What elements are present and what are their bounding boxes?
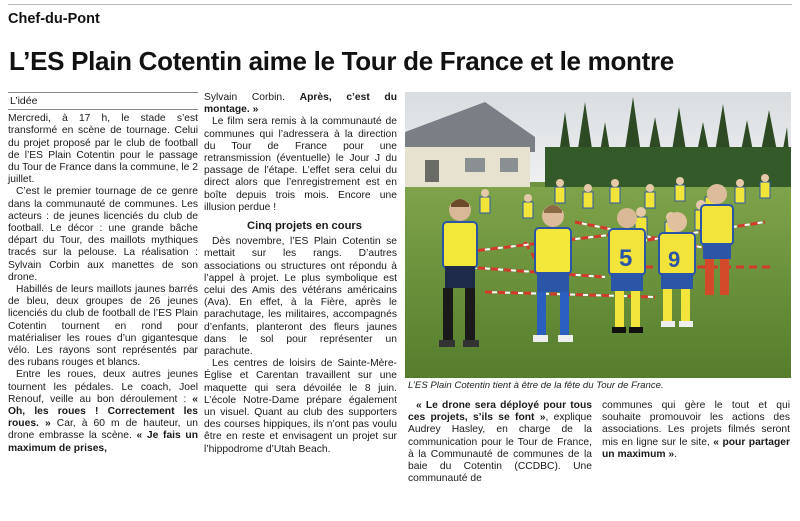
col1-p4-quote-1: « Oh, les roues ! Correctement les roues. » [8,393,198,430]
jersey-number-9: 9 [668,247,681,272]
col4-text-c: . [674,448,677,460]
col2-p1-text: Sylvain Corbin. [204,92,300,103]
col4-text-a: communes qui gère le tout et qui souhaite promouvoir les actions des associations. Les projets filmés seront mis en ligne sur le site, [602,400,790,448]
col1-p4-text-a: Entre les roues, deux autres jeunes tournent les pédales. Le coach, Joel Renouf, veille au bon déroulement : [8,369,198,405]
photo-youth-football [405,92,791,378]
column-4 [602,400,790,461]
col3-quote: « Le drone sera déployé pour tous ces projets, s’ils se font » [408,400,592,424]
photo-illustration [405,92,791,378]
col2-p1-quote: Après, c’est du montage. » [204,92,397,116]
column-3 [408,400,592,485]
col1-p4-text-c: Car, à 60 m de hauteur, un drone embrasse la scène. [8,418,198,442]
col4-quote: « pour partager un maximum » [602,436,790,460]
photo-caption: L’ES Plain Cotentin tient à être de la fête du Tour de France. [408,380,664,391]
column-2 [204,92,397,456]
col1-p4-quote-2: « Je fais un maximum de prises, [8,430,199,454]
col1-paragraph-2: C’est le premier tournage de ce genre dans la communauté de communes. Les acteurs : de jeunes licenciés du club de football. Le décor : une grande bâche départ du Tour, des maillots mythiques tracés sur la pelouse. La réalisation : Sylvain Corbin aux manettes de son drone. [8,186,198,283]
headline: L’ES Plain Cotentin aime le Tour de France et le montre [9,46,674,76]
col4-paragraph-1 [602,400,790,461]
column-1 [8,92,198,455]
rubric: Chef-du-Pont [8,11,100,27]
col2-paragraph-3: Dès novembre, l’ES Plain Cotentin se mettait sur les rangs. D’autres associations ou structures ont répondu à l’appel à projet. Le plus symbolique est celui des Amis des vétérans américains (Ava). En effet, à la Fière, après le parachutage, les militaires, accompagnés d’enfants, planteront des fleurs jaunes dans le sol pour représenter un parachute. [204,236,397,358]
col3-paragraph-1 [408,400,592,485]
jersey-number-5: 5 [619,245,633,272]
col2-paragraph-4: Les centres de loisirs de Sainte-Mère-Église et Carentan travaillent sur une maquette qui sera dévoilée le 8 juin. L’école Notre-Dame prépare également un visuel. Quant au club des supporters des courses hippiques, ils n’ont pas voulu être en reste et envisagent un projet sur l’hippodrome d’Utah Beach. [204,358,397,455]
col1-paragraph-3: Habillés de leurs maillots jaunes barrés de bleu, deux groupes de 26 jeunes licenciés du club de football de l’ES Plain Cotentin tournent en rond pour matérialiser les roues d’un gigantesque vélo. Les rayons sont représentés par des rubans rouges et blancs. [8,284,198,369]
col3-text: , explique Audrey Hasley, en charge de la communication pour le Tour de France, à la Communauté de communes de la baie du Cotentin (CCDBC). Une communauté de [408,412,592,485]
col1-paragraph-1: Mercredi, à 17 h, le stade s’est transformé en scène de tournage. Celui du projet proposé par le club de football de l’ES Plain Cotentin pour le passage du Tour de France dans la commune, le 2 juillet. [8,113,198,186]
col2-paragraph-1 [204,92,397,116]
top-rule [8,4,792,5]
col2-paragraph-2: Le film sera remis à la communauté de communes qui l’adressera à la direction du Tour de France pour une retransmission (éventuelle) le Jour J du passage de l’étape. L’effet sera celui du direct alors que l’enregistrement est en boîte depuis trois mois. Encore une illusion perdue ! [204,116,397,213]
section-label: L’idée [8,92,198,110]
col2-subhead: Cinq projets en cours [247,220,362,233]
col1-paragraph-4 [8,369,198,454]
